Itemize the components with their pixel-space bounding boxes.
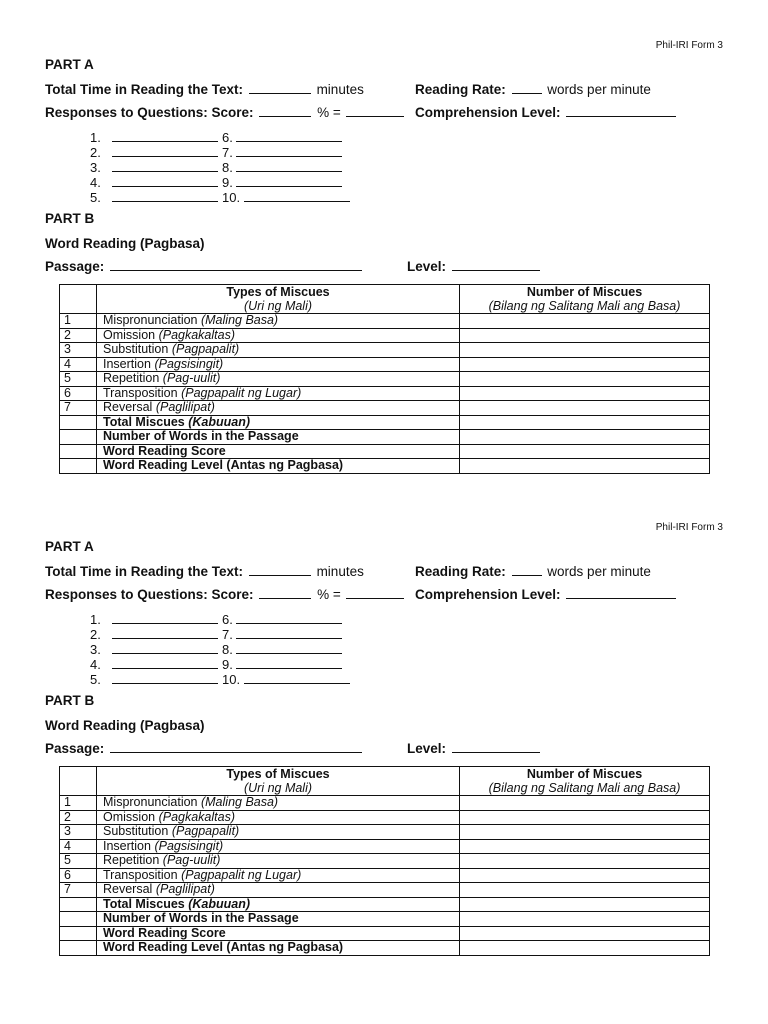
question-number: 4. xyxy=(90,175,101,190)
score-cell[interactable] xyxy=(460,926,710,941)
row-number xyxy=(60,430,97,445)
words-row xyxy=(60,912,710,927)
miscue-label: Reversal xyxy=(103,400,153,414)
miscue-tag: (Pagpapalit ng Lugar) xyxy=(181,868,302,882)
reading-rate-blank[interactable] xyxy=(512,564,542,576)
level-line xyxy=(407,741,542,756)
passage-line xyxy=(45,259,364,274)
miscue-type xyxy=(97,343,460,358)
row-number: 6 xyxy=(60,386,97,401)
reading-level-cell[interactable] xyxy=(460,941,710,956)
miscue-tag: (Pagsisingit) xyxy=(154,357,224,371)
miscue-type xyxy=(97,328,460,343)
answer-blank[interactable] xyxy=(236,130,342,142)
answer-blank[interactable] xyxy=(112,672,218,684)
miscue-type xyxy=(97,854,460,869)
table-row xyxy=(60,401,710,416)
total-time-blank[interactable] xyxy=(249,564,311,576)
header-types-sub: (Uri ng Mali) xyxy=(243,299,313,313)
miscue-count-cell[interactable] xyxy=(460,372,710,387)
total-label: Total Miscues xyxy=(103,897,185,911)
comprehension-blank[interactable] xyxy=(566,105,676,117)
total-tag: (Kabuuan) xyxy=(188,897,251,911)
words-count-cell[interactable] xyxy=(460,912,710,927)
header-num-cell xyxy=(60,767,97,796)
row-number xyxy=(60,444,97,459)
comprehension-line xyxy=(415,587,678,602)
question-number: 8. xyxy=(222,160,233,175)
row-number xyxy=(60,941,97,956)
miscue-tag: (Pag-uulit) xyxy=(162,853,221,867)
question-number: 5. xyxy=(90,672,101,687)
miscue-count-cell[interactable] xyxy=(460,357,710,372)
answer-blank[interactable] xyxy=(112,190,218,202)
miscue-label: Substitution xyxy=(103,342,169,356)
total-time-line xyxy=(45,82,364,97)
table-row xyxy=(60,343,710,358)
miscue-label: Transposition xyxy=(103,868,178,882)
row-number xyxy=(60,912,97,927)
score-row xyxy=(60,926,710,941)
total-count-cell[interactable] xyxy=(460,415,710,430)
question-number: 8. xyxy=(222,642,233,657)
question-number: 1. xyxy=(90,612,101,627)
miscue-count-cell[interactable] xyxy=(460,796,710,811)
percent-sign: % = xyxy=(317,105,341,120)
header-types-title: Types of Miscues xyxy=(226,767,330,781)
header-count-sub: (Bilang ng Salitang Mali ang Basa) xyxy=(488,299,681,313)
table-row xyxy=(60,796,710,811)
miscue-label: Insertion xyxy=(103,357,151,371)
question-number: 7. xyxy=(222,145,233,160)
question-row xyxy=(90,175,350,190)
miscue-label: Substitution xyxy=(103,824,169,838)
form-label: Phil-IRI Form 3 xyxy=(655,522,723,533)
header-num-cell xyxy=(60,285,97,314)
part-a-title: PART A xyxy=(45,539,94,554)
miscue-count-cell[interactable] xyxy=(460,386,710,401)
row-number: 7 xyxy=(60,401,97,416)
score-blank[interactable] xyxy=(259,587,311,599)
header-count-cell xyxy=(460,285,710,314)
row-number: 3 xyxy=(60,825,97,840)
row-number xyxy=(60,415,97,430)
responses-line xyxy=(45,587,406,602)
question-number: 5. xyxy=(90,190,101,205)
words-label: Number of Words in the Passage xyxy=(97,430,460,445)
answer-blank[interactable] xyxy=(236,612,342,624)
level-row xyxy=(60,941,710,956)
part-b-title: PART B xyxy=(45,693,95,708)
question-number: 3. xyxy=(90,160,101,175)
row-number: 3 xyxy=(60,343,97,358)
score-label: Word Reading Score xyxy=(97,926,460,941)
total-time-unit: minutes xyxy=(316,564,364,579)
table-row xyxy=(60,825,710,840)
miscue-count-cell[interactable] xyxy=(460,810,710,825)
miscue-type xyxy=(97,386,460,401)
question-row xyxy=(90,130,350,145)
row-number xyxy=(60,897,97,912)
reading-level-cell[interactable] xyxy=(460,459,710,474)
miscue-tag: (Maling Basa) xyxy=(200,795,279,809)
passage-blank[interactable] xyxy=(110,259,362,271)
answer-blank[interactable] xyxy=(236,627,342,639)
header-types-cell xyxy=(97,285,460,314)
row-number: 4 xyxy=(60,839,97,854)
table-row xyxy=(60,868,710,883)
miscue-label: Repetition xyxy=(103,853,160,867)
comprehension-label: Comprehension Level: xyxy=(415,105,561,120)
question-number: 6. xyxy=(222,130,233,145)
words-label: Number of Words in the Passage xyxy=(97,912,460,927)
answer-blank[interactable] xyxy=(112,130,218,142)
answer-blank[interactable] xyxy=(112,657,218,669)
total-tag: (Kabuuan) xyxy=(188,415,251,429)
header-count-title: Number of Miscues xyxy=(526,285,643,299)
part-a-title: PART A xyxy=(45,57,94,72)
reading-rate-unit: words per minute xyxy=(547,82,651,97)
miscue-count-cell[interactable] xyxy=(460,328,710,343)
question-number: 10. xyxy=(222,672,241,687)
question-row xyxy=(90,612,350,627)
header-types-title: Types of Miscues xyxy=(226,285,330,299)
row-number: 7 xyxy=(60,883,97,898)
reading-rate-label: Reading Rate: xyxy=(415,564,506,579)
row-number: 5 xyxy=(60,854,97,869)
question-row xyxy=(90,672,350,687)
table-row xyxy=(60,839,710,854)
table-row xyxy=(60,883,710,898)
percent-blank[interactable] xyxy=(346,587,404,599)
score-cell[interactable] xyxy=(460,444,710,459)
miscue-type xyxy=(97,839,460,854)
miscue-tag: (Pagkakaltas) xyxy=(158,328,236,342)
total-time-blank[interactable] xyxy=(249,82,311,94)
header-types-sub: (Uri ng Mali) xyxy=(243,781,313,795)
responses-line xyxy=(45,105,406,120)
total-time-line xyxy=(45,564,364,579)
responses-label: Responses to Questions: Score: xyxy=(45,105,254,120)
miscue-count-cell[interactable] xyxy=(460,343,710,358)
question-row xyxy=(90,160,350,175)
score-label: Word Reading Score xyxy=(97,444,460,459)
answer-blank[interactable] xyxy=(244,190,350,202)
miscue-table xyxy=(59,284,710,474)
miscue-type xyxy=(97,796,460,811)
question-number: 3. xyxy=(90,642,101,657)
level-row xyxy=(60,459,710,474)
table-header-row xyxy=(60,767,710,796)
words-count-cell[interactable] xyxy=(460,430,710,445)
question-number: 4. xyxy=(90,657,101,672)
miscue-label: Insertion xyxy=(103,839,151,853)
total-time-unit: minutes xyxy=(316,82,364,97)
miscue-count-cell[interactable] xyxy=(460,854,710,869)
miscue-type xyxy=(97,401,460,416)
total-time-label: Total Time in Reading the Text: xyxy=(45,564,244,579)
comprehension-line xyxy=(415,105,678,120)
miscue-type xyxy=(97,372,460,387)
total-row xyxy=(60,897,710,912)
row-number: 6 xyxy=(60,868,97,883)
table-row xyxy=(60,357,710,372)
row-number: 1 xyxy=(60,314,97,329)
passage-blank[interactable] xyxy=(110,741,362,753)
miscue-label: Transposition xyxy=(103,386,178,400)
miscue-label: Repetition xyxy=(103,371,160,385)
row-number: 5 xyxy=(60,372,97,387)
question-number: 9. xyxy=(222,175,233,190)
table-row xyxy=(60,314,710,329)
row-number: 2 xyxy=(60,810,97,825)
miscue-label: Omission xyxy=(103,328,156,342)
words-row xyxy=(60,430,710,445)
reading-rate-line xyxy=(415,82,651,97)
phil-iri-form-1 xyxy=(0,0,768,480)
part-b-title: PART B xyxy=(45,211,95,226)
total-label-cell xyxy=(97,415,460,430)
miscue-tag: (Paglilipat) xyxy=(155,400,215,414)
header-count-title: Number of Miscues xyxy=(526,767,643,781)
question-list xyxy=(90,612,350,687)
question-row xyxy=(90,657,350,672)
question-row xyxy=(90,627,350,642)
answer-blank[interactable] xyxy=(112,175,218,187)
answer-blank[interactable] xyxy=(236,642,342,654)
miscue-count-cell[interactable] xyxy=(460,825,710,840)
row-number xyxy=(60,459,97,474)
miscue-count-cell[interactable] xyxy=(460,401,710,416)
passage-label: Passage: xyxy=(45,741,105,756)
table-header-row xyxy=(60,285,710,314)
question-row xyxy=(90,145,350,160)
miscue-type xyxy=(97,868,460,883)
question-number: 9. xyxy=(222,657,233,672)
table-row xyxy=(60,810,710,825)
level-blank[interactable] xyxy=(452,259,540,271)
question-list xyxy=(90,130,350,205)
miscue-type xyxy=(97,883,460,898)
miscue-type xyxy=(97,810,460,825)
total-label: Total Miscues xyxy=(103,415,185,429)
row-number: 4 xyxy=(60,357,97,372)
reading-level-label: Word Reading Level (Antas ng Pagbasa) xyxy=(97,941,460,956)
header-count-cell xyxy=(460,767,710,796)
passage-line xyxy=(45,741,364,756)
total-count-cell[interactable] xyxy=(460,897,710,912)
level-label: Level: xyxy=(407,741,447,756)
total-row xyxy=(60,415,710,430)
miscue-type xyxy=(97,825,460,840)
total-label-cell xyxy=(97,897,460,912)
question-number: 2. xyxy=(90,145,101,160)
header-types-cell xyxy=(97,767,460,796)
question-row xyxy=(90,190,350,205)
reading-rate-line xyxy=(415,564,651,579)
row-number: 2 xyxy=(60,328,97,343)
level-blank[interactable] xyxy=(452,741,540,753)
miscue-tag: (Maling Basa) xyxy=(200,313,279,327)
miscue-label: Mispronunciation xyxy=(103,313,198,327)
passage-label: Passage: xyxy=(45,259,105,274)
reading-rate-unit: words per minute xyxy=(547,564,651,579)
answer-blank[interactable] xyxy=(112,627,218,639)
level-line xyxy=(407,259,542,274)
reading-level-label: Word Reading Level (Antas ng Pagbasa) xyxy=(97,459,460,474)
miscue-count-cell[interactable] xyxy=(460,839,710,854)
percent-blank[interactable] xyxy=(346,105,404,117)
part-b-subtitle: Word Reading (Pagbasa) xyxy=(45,718,205,733)
answer-blank[interactable] xyxy=(236,175,342,187)
miscue-label: Mispronunciation xyxy=(103,795,198,809)
table-row xyxy=(60,328,710,343)
question-number: 6. xyxy=(222,612,233,627)
answer-blank[interactable] xyxy=(244,672,350,684)
reading-rate-label: Reading Rate: xyxy=(415,82,506,97)
question-number: 1. xyxy=(90,130,101,145)
miscue-tag: (Pagpapalit) xyxy=(171,824,240,838)
reading-rate-blank[interactable] xyxy=(512,82,542,94)
answer-blank[interactable] xyxy=(112,145,218,157)
miscue-tag: (Paglilipat) xyxy=(155,882,215,896)
percent-sign: % = xyxy=(317,587,341,602)
comprehension-blank[interactable] xyxy=(566,587,676,599)
answer-blank[interactable] xyxy=(236,657,342,669)
answer-blank[interactable] xyxy=(112,160,218,172)
miscue-tag: (Pagpapalit) xyxy=(171,342,240,356)
row-number: 1 xyxy=(60,796,97,811)
miscue-type xyxy=(97,314,460,329)
question-number: 2. xyxy=(90,627,101,642)
comprehension-label: Comprehension Level: xyxy=(415,587,561,602)
answer-blank[interactable] xyxy=(236,145,342,157)
miscue-count-cell[interactable] xyxy=(460,868,710,883)
miscue-tag: (Pagsisingit) xyxy=(154,839,224,853)
score-blank[interactable] xyxy=(259,105,311,117)
table-row xyxy=(60,386,710,401)
miscue-tag: (Pagkakaltas) xyxy=(158,810,236,824)
miscue-type xyxy=(97,357,460,372)
answer-blank[interactable] xyxy=(236,160,342,172)
miscue-label: Reversal xyxy=(103,882,153,896)
header-count-sub: (Bilang ng Salitang Mali ang Basa) xyxy=(488,781,681,795)
miscue-tag: (Pagpapalit ng Lugar) xyxy=(181,386,302,400)
table-row xyxy=(60,854,710,869)
phil-iri-form-2 xyxy=(0,482,768,962)
miscue-count-cell[interactable] xyxy=(460,314,710,329)
miscue-label: Omission xyxy=(103,810,156,824)
answer-blank[interactable] xyxy=(112,642,218,654)
total-time-label: Total Time in Reading the Text: xyxy=(45,82,244,97)
answer-blank[interactable] xyxy=(112,612,218,624)
question-row xyxy=(90,642,350,657)
miscue-tag: (Pag-uulit) xyxy=(162,371,221,385)
responses-label: Responses to Questions: Score: xyxy=(45,587,254,602)
level-label: Level: xyxy=(407,259,447,274)
miscue-count-cell[interactable] xyxy=(460,883,710,898)
row-number xyxy=(60,926,97,941)
question-number: 7. xyxy=(222,627,233,642)
part-b-subtitle: Word Reading (Pagbasa) xyxy=(45,236,205,251)
miscue-table xyxy=(59,766,710,956)
score-row xyxy=(60,444,710,459)
form-label: Phil-IRI Form 3 xyxy=(655,40,723,51)
question-number: 10. xyxy=(222,190,241,205)
table-row xyxy=(60,372,710,387)
